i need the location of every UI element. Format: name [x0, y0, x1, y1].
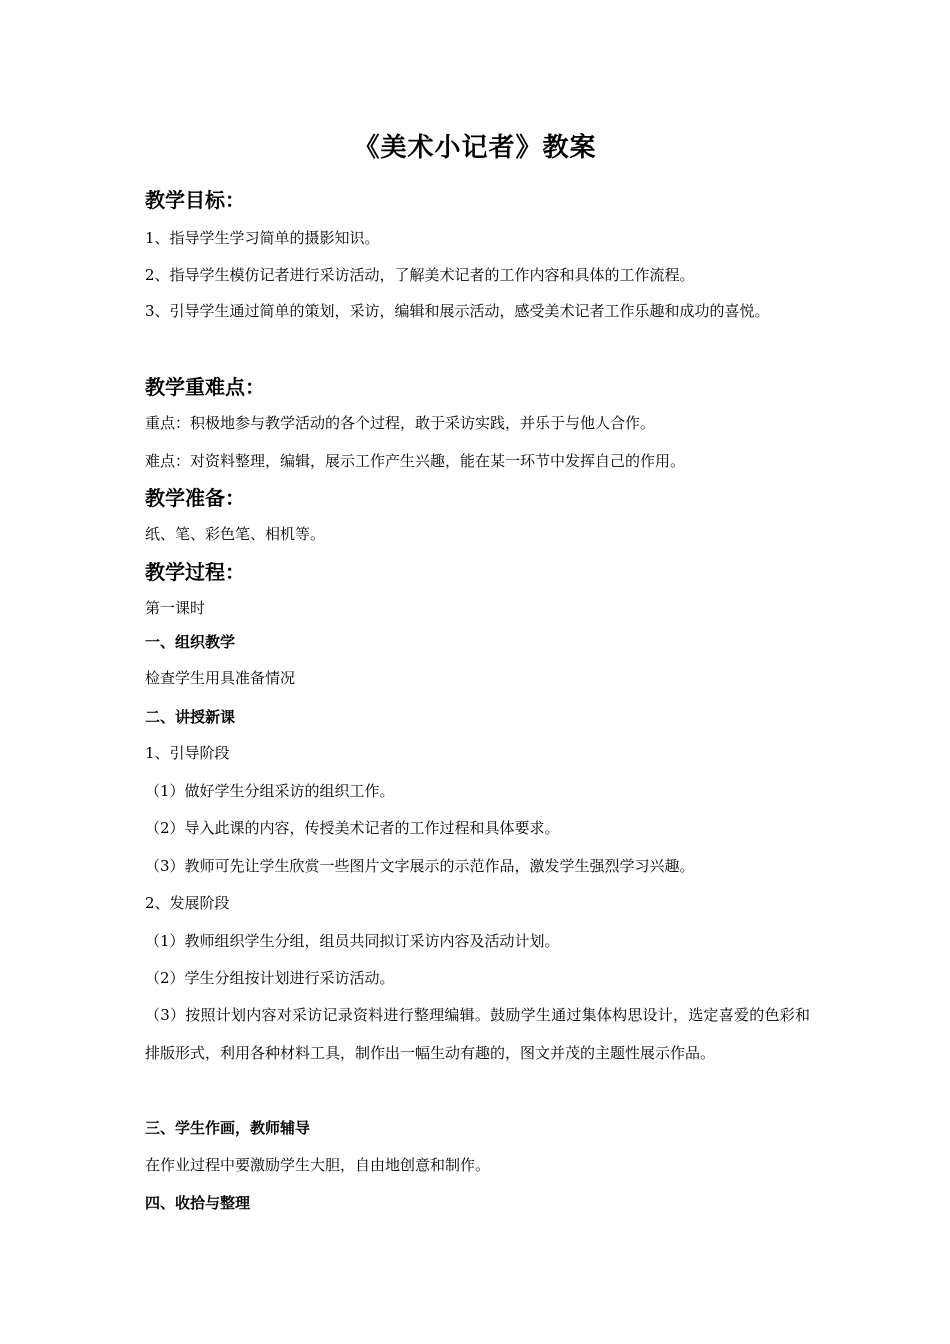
step3-text: 在作业过程中要激励学生大胆，自由地创意和制作。 — [145, 1156, 491, 1174]
phase2-item-2: （2）学生分组按计划进行采访活动。 — [145, 969, 395, 987]
difficult-point-item: 难点：对资料整理，编辑，展示工作产生兴趣，能在某一环节中发挥自己的作用。 — [145, 452, 686, 470]
objective-item-2: 2、指导学生模仿记者进行采访活动，了解美术记者的工作内容和具体的工作流程。 — [145, 266, 695, 284]
heading-process: 教学过程： — [145, 560, 245, 584]
lesson-label: 第一课时 — [145, 599, 206, 617]
phase2-item-3: （3）按照计划内容对采访记录资料进行整理编辑。鼓励学生通过集体构思设计，选定喜爱的色彩和排版形式，利用各种材料工具，制作出一幅生动有趣的，图文并茂的主题性展示作品。 — [145, 1006, 810, 1062]
phase1-item-3: （3）教师可先让学生欣赏一些图片文字展示的示范作品，激发学生强烈学习兴趣。 — [145, 857, 695, 875]
step4-title: 四、收拾与整理 — [145, 1194, 251, 1212]
step1-title: 一、组织教学 — [145, 633, 236, 651]
heading-objectives: 教学目标： — [145, 188, 245, 212]
heading-key-points: 教学重难点： — [145, 375, 265, 399]
phase2-title: 2、发展阶段 — [145, 894, 230, 912]
phase1-item-2: （2）导入此课的内容，传授美术记者的工作过程和具体要求。 — [145, 819, 560, 837]
preparation-item: 纸、笔、彩色笔、相机等。 — [145, 525, 326, 543]
phase2-item-1: （1）教师组织学生分组，组员共同拟订采访内容及活动计划。 — [145, 932, 560, 950]
step1-text: 检查学生用具准备情况 — [145, 669, 296, 687]
key-point-item: 重点：积极地参与教学活动的各个过程，敢于采访实践，并乐于与他人合作。 — [145, 414, 656, 432]
document-title: 《美术小记者》教案 — [353, 133, 597, 163]
objective-item-3: 3、引导学生通过简单的策划，采访，编辑和展示活动，感受美术记者工作乐趣和成功的喜悦。 — [145, 302, 770, 320]
phase1-item-1: （1）做好学生分组采访的组织工作。 — [145, 782, 395, 800]
phase1-title: 1、引导阶段 — [145, 744, 230, 762]
step3-title: 三、学生作画，教师辅导 — [145, 1119, 311, 1137]
heading-preparation: 教学准备： — [145, 486, 245, 510]
objective-item-1: 1、指导学生学习简单的摄影知识。 — [145, 229, 380, 247]
step2-title: 二、讲授新课 — [145, 708, 236, 726]
